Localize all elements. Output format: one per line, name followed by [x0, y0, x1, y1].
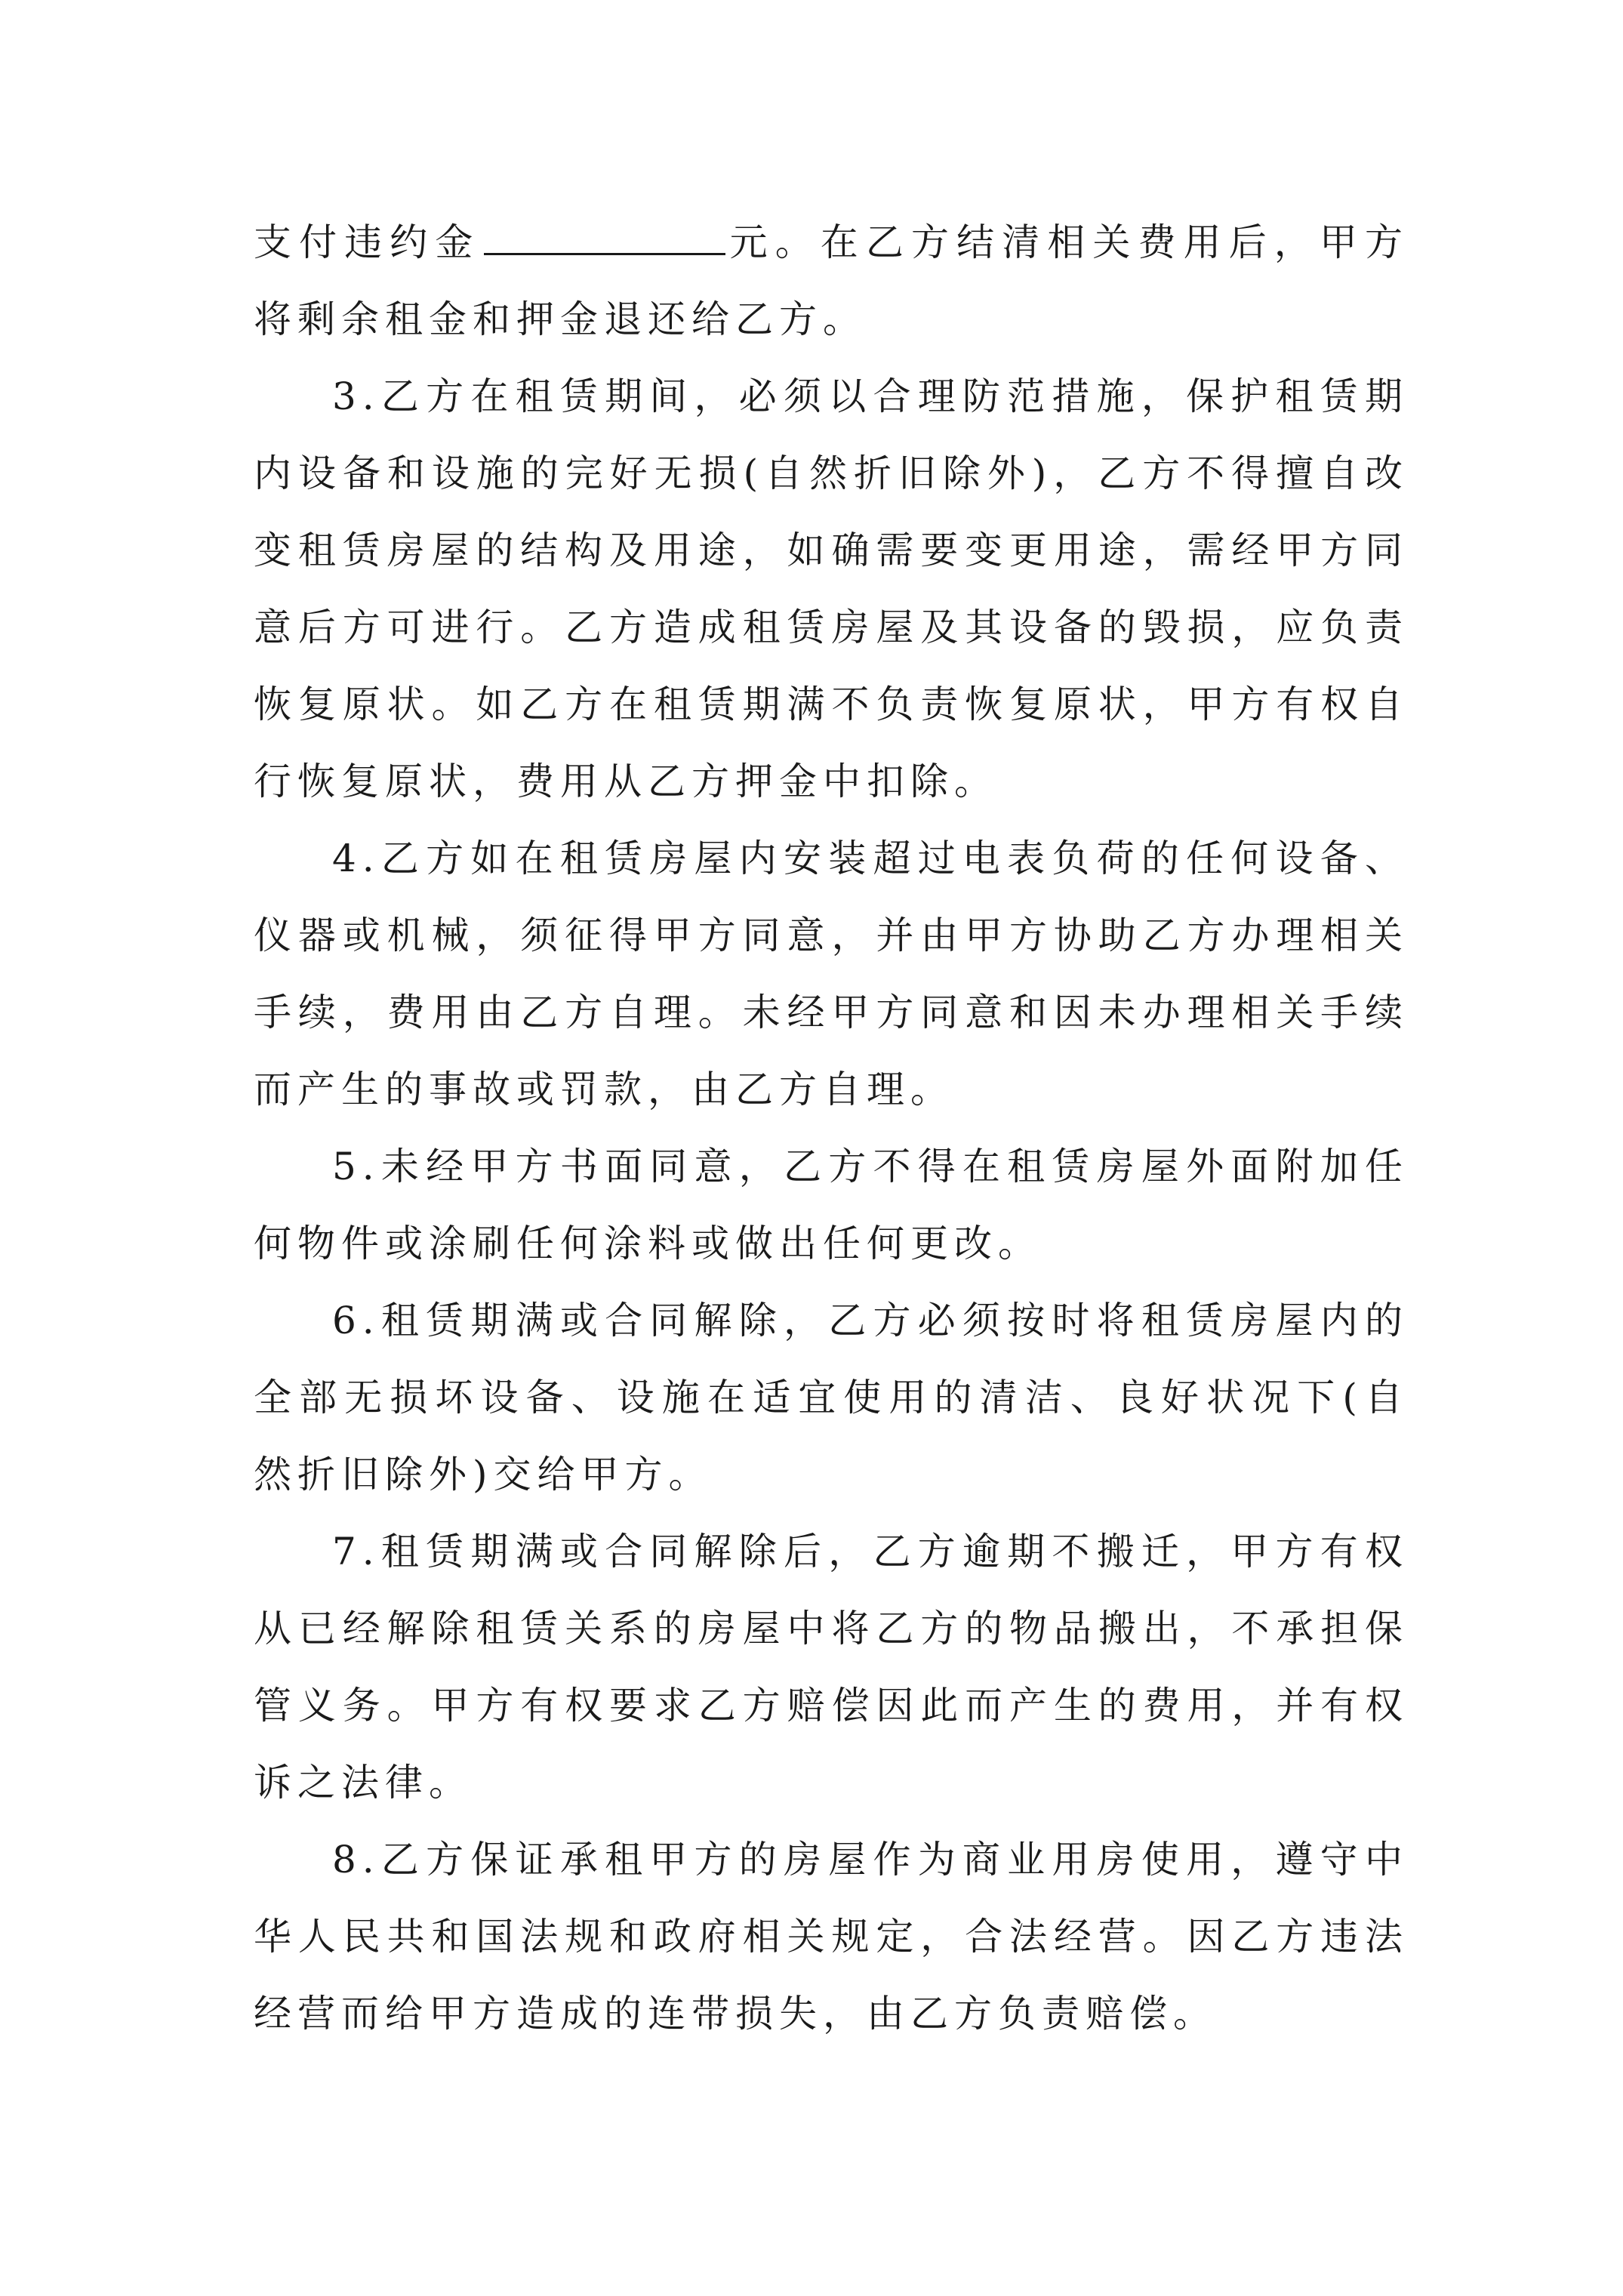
- paragraph-clause-4: 4.乙方如在租赁房屋内安装超过电表负荷的任何设备、仪器或机械，须征得甲方同意，并由甲方协助乙方办理相关手续，费用由乙方自理。未经甲方同意和因未办理相关手续而产生的事故或罚款，由乙方自理。: [254, 837, 1409, 1111]
- paragraph-clause-5: 5.未经甲方书面同意，乙方不得在租赁房屋外面附加任何物件或涂刷任何涂料或做出任何更改。: [254, 1145, 1409, 1265]
- document-body: [254, 204, 1409, 2052]
- paragraph-clause-8: 8.乙方保证承租甲方的房屋作为商业用房使用，遵守中华人民共和国法规和政府相关规定，合法经营。因乙方违法经营而给甲方造成的连带损失，由乙方负责赔偿。: [254, 1838, 1409, 2036]
- paragraph-clause-6: 6.租赁期满或合同解除，乙方必须按时将租赁房屋内的全部无损坏设备、设施在适宜使用的清洁、良好状况下(自然折旧除外)交给甲方。: [254, 1299, 1409, 1496]
- paragraph-clause-3: 3.乙方在租赁期间，必须以合理防范措施，保护租赁期内设备和设施的完好无损(自然折旧除外)，乙方不得擅自改变租赁房屋的结构及用途，如确需要变更用途，需经甲方同意后方可进行。乙方造成租赁房屋及其设备的毁损，应负责恢复原状。如乙方在租赁期满不负责恢复原状，甲方有权自行恢复原状，费用从乙方押金中扣除。: [254, 374, 1409, 803]
- text-segment: 元。在乙方结清相关费用后，甲方将剩余租金和押金退还给乙方。: [254, 220, 1409, 341]
- paragraph-penalty-continuation: [254, 204, 1409, 358]
- paragraph-clause-7: 7.租赁期满或合同解除后，乙方逾期不搬迁，甲方有权从已经解除租赁关系的房屋中将乙方的物品搬出，不承担保管义务。甲方有权要求乙方赔偿因此而产生的费用，并有权诉之法律。: [254, 1530, 1409, 1804]
- penalty-amount-blank: [484, 218, 725, 255]
- text-segment: 支付违约金: [254, 220, 481, 264]
